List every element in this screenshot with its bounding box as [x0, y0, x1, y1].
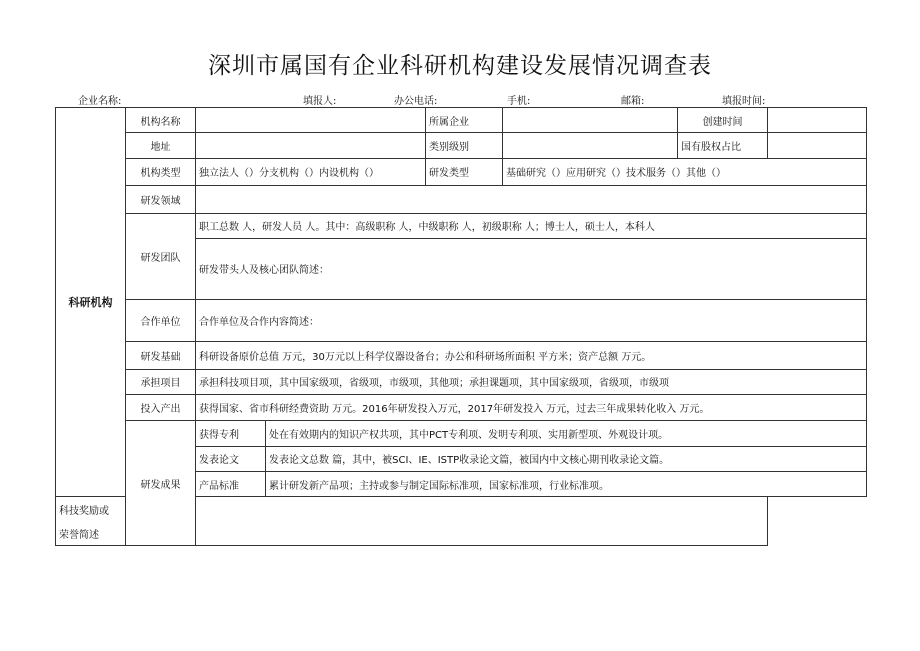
team-label: 研发团队: [126, 213, 196, 300]
base-label: 研发基础: [126, 342, 196, 369]
awards-field[interactable]: [196, 497, 768, 546]
page-title: 深圳市属国有企业科研机构建设发展情况调查表: [208, 53, 712, 79]
team-desc[interactable]: 研发带头人及核心团队简述：: [196, 238, 867, 299]
name-field[interactable]: [196, 108, 426, 133]
address-field[interactable]: [196, 133, 426, 158]
name-label: 机构名称: [126, 108, 196, 133]
state-share-field[interactable]: [768, 133, 867, 158]
base-desc[interactable]: 科研设备原价总值 万元，30万元以上科学仪器设备台；办公和科研场所面积 平方米；资产总额 万元。: [196, 342, 867, 369]
partner-desc[interactable]: 合作单位及合作内容简述：: [196, 300, 867, 342]
team-stats[interactable]: 职工总数 人，研发人员 人。其中：高级职称 人，中级职称 人，初级职称 人；博士人，硕士人，本科人: [196, 213, 867, 238]
email-label: 邮箱:: [621, 96, 645, 107]
projects-label: 承担项目: [126, 369, 196, 394]
standards-desc[interactable]: 累计研发新产品项；主持或参与制定国际标准项，国家标准项，行业标准项。: [266, 472, 867, 497]
input-desc[interactable]: 获得国家、省市科研经费资助 万元。2016年研发投入万元，2017年研发投入 万元，过去三年成果转化收入 万元。: [196, 395, 867, 421]
rd-field-field[interactable]: [196, 186, 867, 213]
category-label: 类别级别: [426, 133, 503, 158]
parent-company-field[interactable]: [503, 108, 678, 133]
projects-desc[interactable]: 承担科技项目项，其中国家级项，省级项，市级项，其他项；承担课题项，其中国家级项，省级项，市级项: [196, 369, 867, 394]
awards-label-cell: [56, 497, 126, 546]
input-label: 投入产出: [126, 395, 196, 421]
rd-type-options[interactable]: 基础研究（）应用研究（）技术服务（）其他（）: [503, 158, 867, 185]
awards-label-line-1: 科技奖励或: [59, 505, 109, 517]
mobile-label: 手机:: [507, 96, 531, 107]
founded-label: 创建时间: [678, 108, 768, 133]
parent-company-label: 所属企业: [426, 108, 503, 133]
results-label: 研发成果: [126, 421, 196, 546]
awards-label-line-2: 荣誉简述: [59, 529, 99, 541]
papers-label: 发表论文: [196, 446, 266, 471]
survey-table: [55, 107, 867, 546]
state-share-label: 国有股权占比: [678, 133, 768, 158]
office-phone-label: 办公电话:: [394, 96, 438, 107]
company-name-label: 企业名称:: [78, 96, 122, 107]
category-field[interactable]: [503, 133, 678, 158]
address-label: 地址: [126, 133, 196, 158]
section-label: 科研机构: [56, 108, 126, 497]
rd-field-label: 研发领域: [126, 186, 196, 213]
filler-label: 填报人:: [303, 96, 337, 107]
partner-label: 合作单位: [126, 300, 196, 342]
founded-field[interactable]: [768, 108, 867, 133]
standards-label: 产品标准: [196, 472, 266, 497]
type-label: 机构类型: [126, 158, 196, 185]
patents-label: 获得专利: [196, 421, 266, 446]
type-options[interactable]: 独立法人（）分支机构（）内设机构（）: [196, 158, 426, 185]
patents-desc[interactable]: 处在有效期内的知识产权共项，其中PCT专利项、发明专利项、实用新型项、外观设计项。: [266, 421, 867, 446]
papers-desc[interactable]: 发表论文总数 篇，其中，被SCI、IE、ISTP收录论文篇，被国内中文核心期刊收录论文篇。: [266, 446, 867, 471]
fill-time-label: 填报时间:: [722, 96, 766, 107]
rd-type-label: 研发类型: [426, 158, 503, 185]
